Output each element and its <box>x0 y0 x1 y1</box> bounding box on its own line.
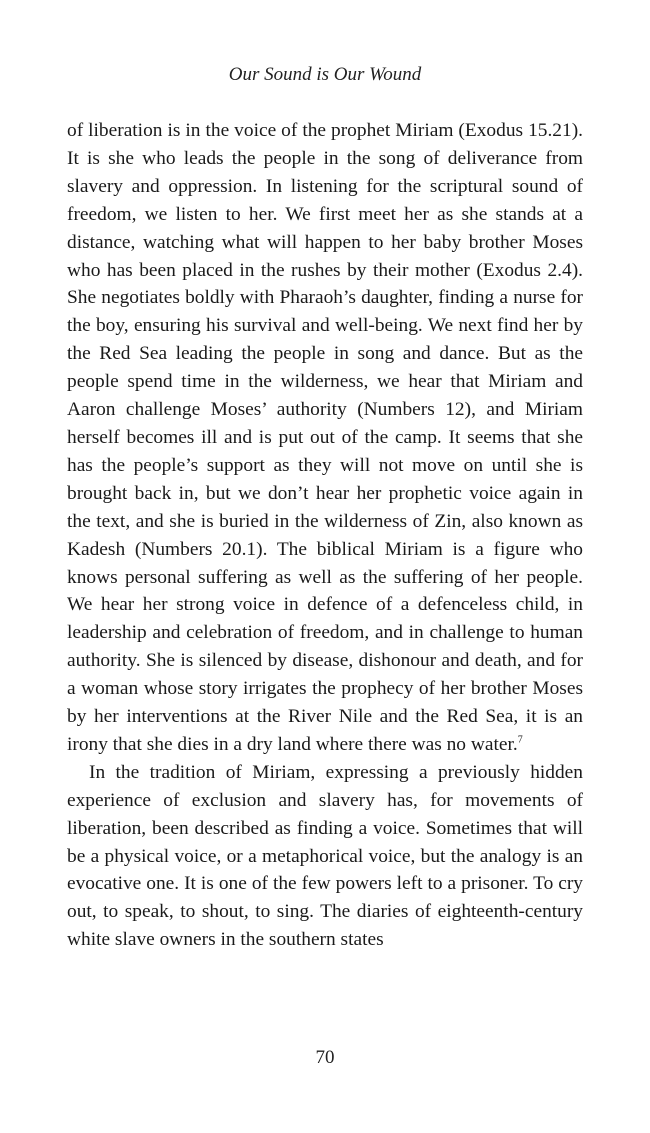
footnote-reference[interactable]: 7 <box>517 734 523 746</box>
body-text <box>67 117 583 954</box>
page-number: 70 <box>315 1047 335 1068</box>
paragraph-text: of liberation is in the voice of the prophet Miriam (Exodus 15.21). It is she who leads the people in the song of deliverance from slavery and oppression. In listening for the scriptural sound of freedom, we listen to her. We first meet her as she stands at a distance, watching what will happen to her baby brother Moses who has been placed in the rushes by their mother (Exodus 2.4). She negotiates boldly with Pharaoh’s daughter, finding a nurse for the boy, ensuring his survival and well-being. We next find her by the Red Sea leading the people in song and dance. But as the people spend time in the wilderness, we hear that Miriam and Aaron challenge Moses’ authority (Numbers 12), and Miriam herself becomes ill and is put out of the camp. It seems that she has the people’s support as they will not move on until she is brought back in, but we don’t hear her prophetic voice again in the text, and she is buried in the wilderness of Zin, also known as Kadesh (Numbers 20.1). The biblical Miriam is a figure who knows personal suffering as well as the suffering of her people. We hear her strong voice in defence of a defenceless child, in leadership and celebration of freedom, and in challenge to human authority. She is silenced by disease, dishonour and death, and for a woman whose story irrigates the prophecy of her brother Moses by her interventions at the River Nile and the Red Sea, it is an irony that she dies in a dry land where there was no water. <box>67 120 583 755</box>
paragraph <box>67 117 583 759</box>
paragraph-text: In the tradition of Miriam, expressing a previously hidden experience of exclusion and slavery has, for movements of liberation, been described as finding a voice. Sometimes that will be a physical voice, or a metaphorical voice, but the analogy is an evocative one. It is one of the few powers left to a prisoner. To cry out, to speak, to shout, to sing. The diaries of eighteenth-century white slave owners in the southern states <box>67 761 583 951</box>
running-head: Our Sound is Our Wound <box>228 64 422 85</box>
paragraph <box>67 759 583 954</box>
